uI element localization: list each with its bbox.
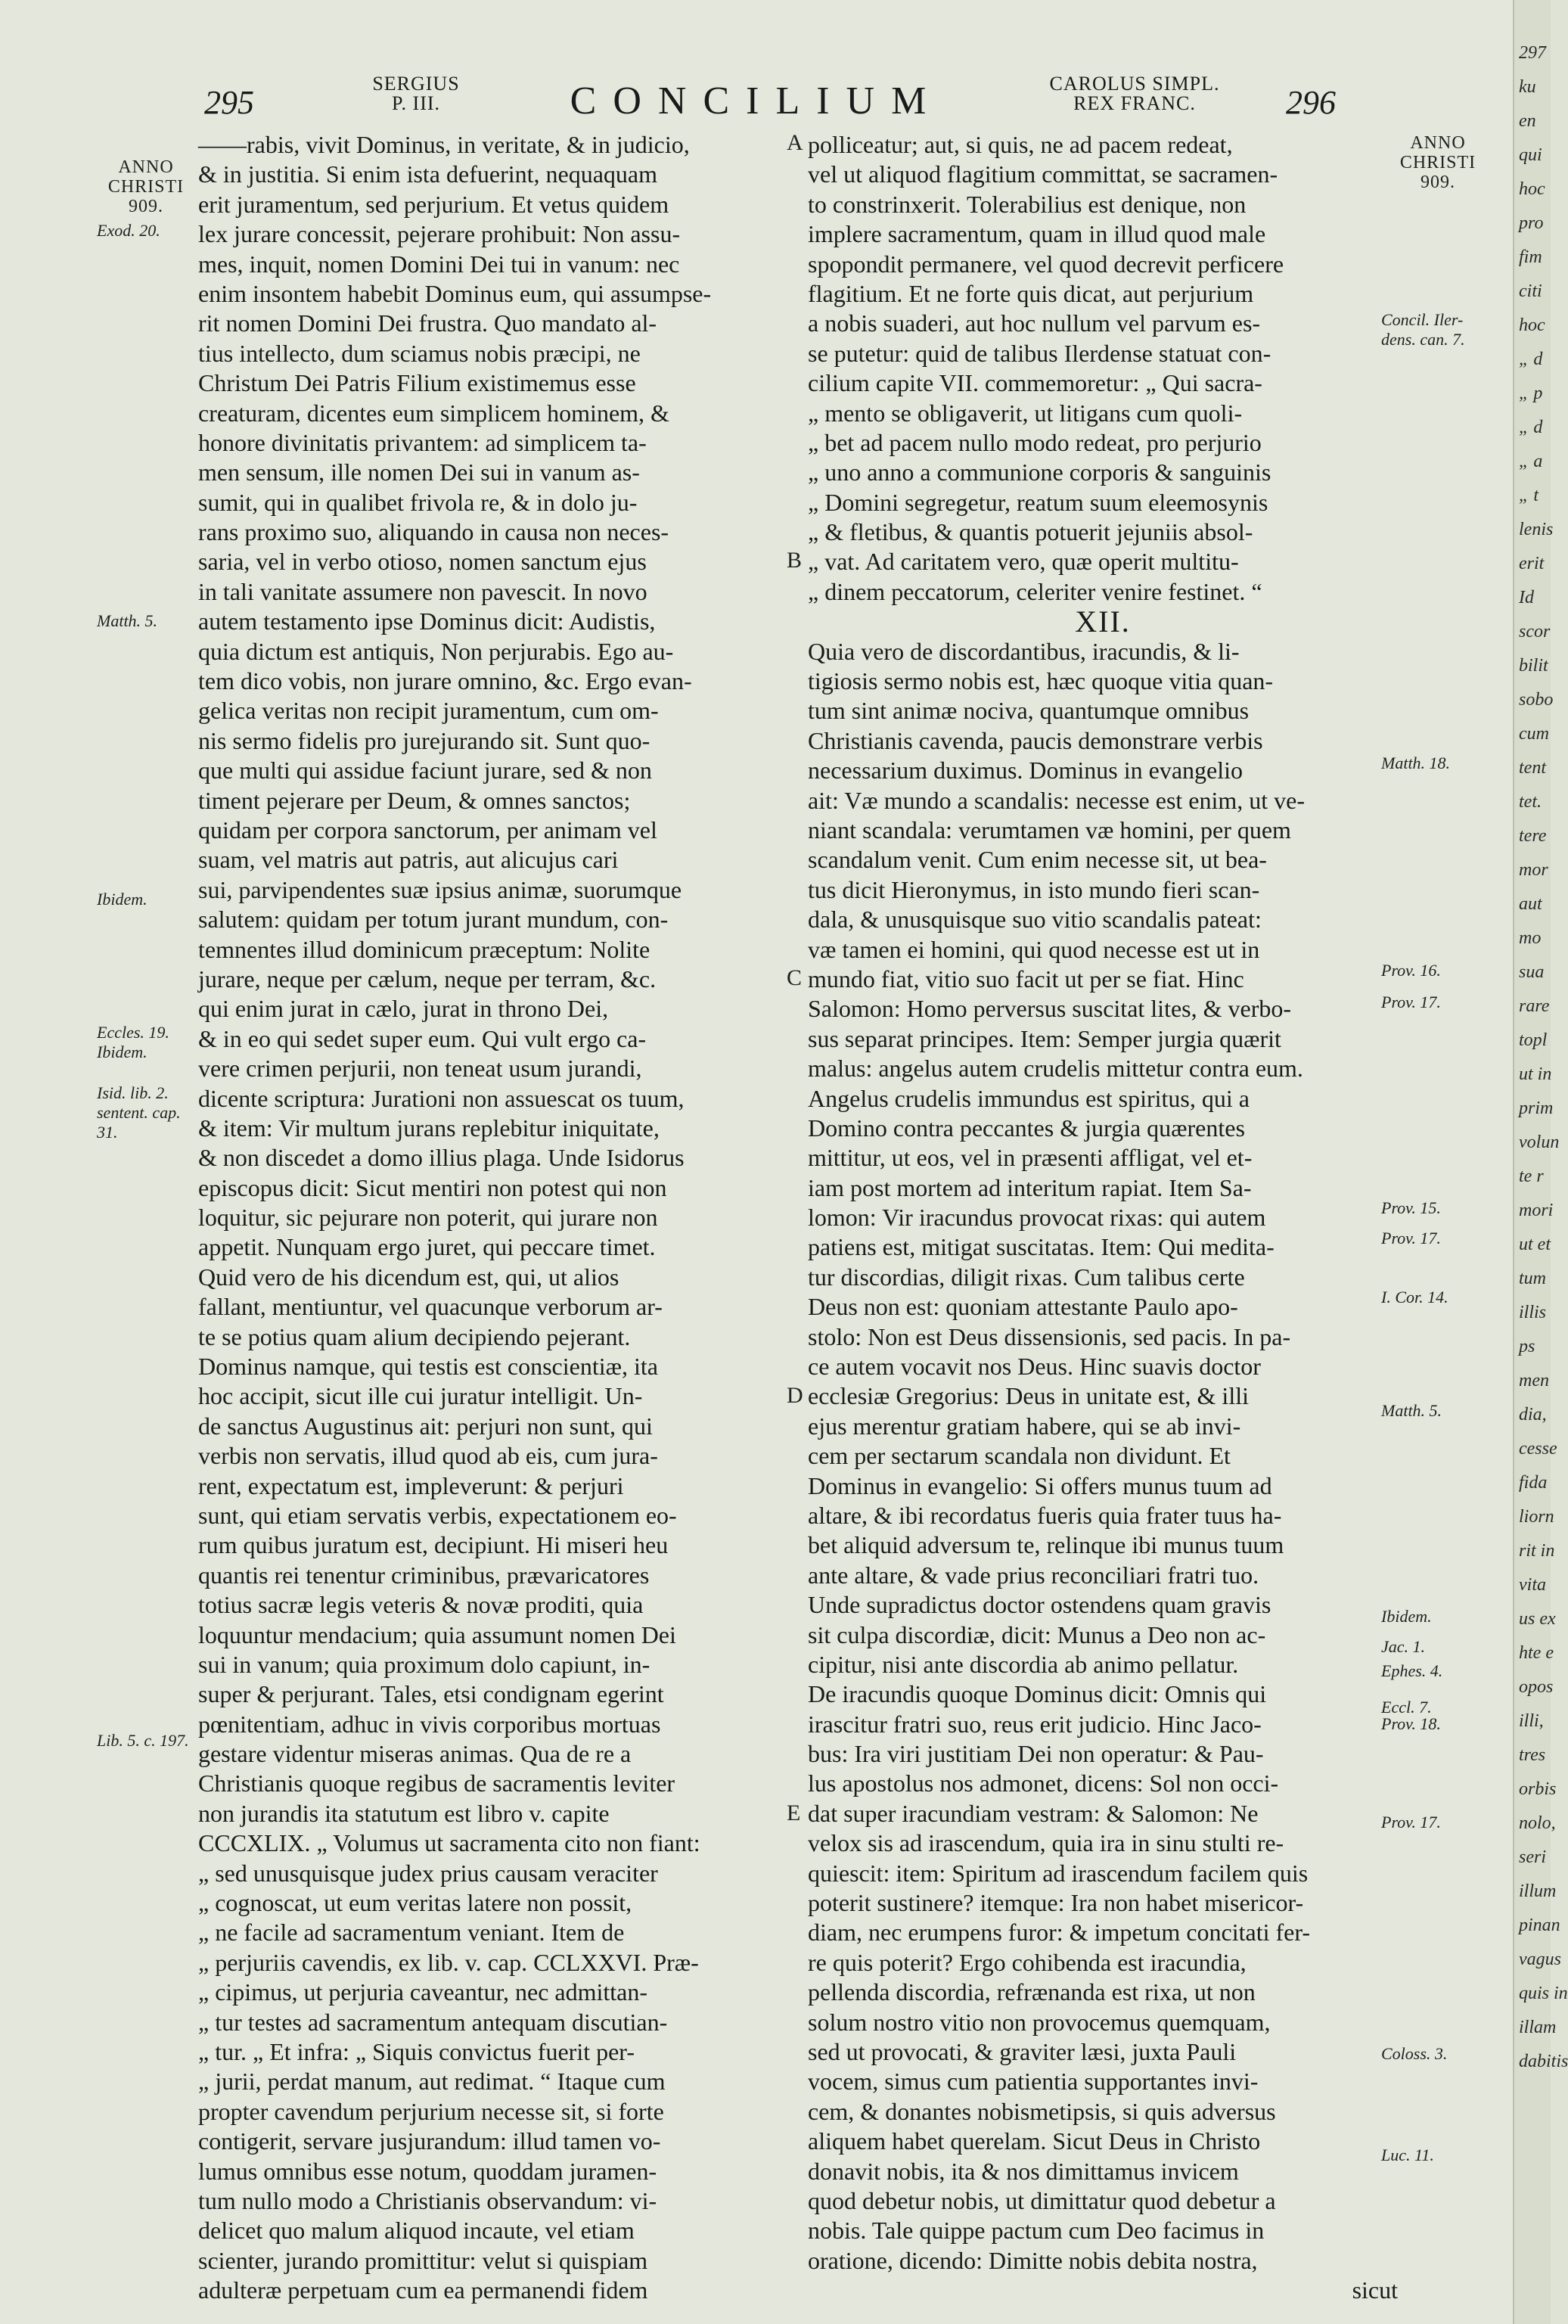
right-column-line: se putetur: quid de talibus Ilerdense statuat con- bbox=[808, 339, 1271, 367]
left-column-line: nis sermo fidelis pro jurejurando sit. Sunt quo- bbox=[198, 726, 650, 754]
edge-fragment: pinan bbox=[1519, 1915, 1560, 1935]
edge-fragment: sobo bbox=[1519, 690, 1554, 710]
right-column-line: to constrinxerit. Tolerabilius est denique, non bbox=[808, 190, 1247, 218]
margin-note bbox=[1381, 961, 1495, 980]
margin-note-line: Prov. 15. bbox=[1381, 1198, 1441, 1217]
edge-fragment: illis bbox=[1519, 1303, 1547, 1322]
margin-note-line: Prov. 16. bbox=[1381, 961, 1441, 980]
edge-fragment: hoc bbox=[1519, 179, 1545, 199]
edge-fragment: „ p bbox=[1519, 384, 1543, 403]
margin-note bbox=[97, 1731, 195, 1751]
right-column-line: altare, & ibi recordatus fueris quia frater tuus ha- bbox=[808, 1501, 1282, 1529]
left-column-line: enim insontem habebit Dominus eum, qui assumpse- bbox=[198, 279, 712, 307]
margin-note bbox=[97, 1023, 195, 1042]
left-column-line: propter cavendum perjurium necesse sit, si forte bbox=[198, 2097, 664, 2125]
left-column-line: & in eo qui sedet super eum. Qui vult ergo ca- bbox=[198, 1024, 647, 1052]
edge-fragment: ut in bbox=[1519, 1064, 1552, 1084]
left-column-line: salutem: quidam per totum jurant mundum, con- bbox=[198, 906, 669, 934]
section-letter: E bbox=[787, 1800, 801, 1825]
left-column-line: CCCXLIX. „ Volumus ut sacramenta cito non fiant: bbox=[198, 1829, 700, 1857]
margin-note-line: sentent. cap. bbox=[97, 1103, 181, 1122]
margin-note-line: Ibidem. bbox=[97, 1042, 147, 1061]
right-column-line: lomon: Vir iracundus provocat rixas: qui autem bbox=[808, 1204, 1266, 1232]
right-text-column bbox=[808, 130, 1398, 2306]
right-column-line: tur discordias, diligit rixas. Cum talibus certe bbox=[808, 1263, 1245, 1291]
left-column-line: mes, inquit, nomen Domini Dei tui in vanum: nec bbox=[198, 250, 680, 278]
edge-fragment: „ d bbox=[1519, 418, 1543, 437]
facing-page-edge bbox=[1513, 0, 1568, 2324]
edge-fragment: rit in bbox=[1519, 1541, 1555, 1561]
right-column-line: polliceatur; aut, si quis, ne ad pacem redeat, bbox=[808, 131, 1233, 158]
edge-fragment: illi, bbox=[1519, 1711, 1544, 1731]
right-column-line: nobis. Tale quippe pactum cum Deo facimus in bbox=[808, 2217, 1265, 2245]
left-column-line: ——rabis, vivit Dominus, in veritate, & in judicio, bbox=[198, 131, 690, 158]
right-column-line: tigiosis sermo nobis est, hæc quoque vitia quan- bbox=[808, 667, 1274, 695]
margin-note bbox=[1381, 330, 1495, 350]
left-column-line: adulteræ perpetuam cum ea permanendi fidem bbox=[198, 2276, 648, 2304]
margin-note bbox=[97, 1083, 195, 1103]
left-column-line: qui enim jurat in cælo, jurat in throno Dei, bbox=[198, 995, 609, 1023]
left-column-line: dicente scriptura: Jurationi non assuescat os tuum, bbox=[198, 1084, 685, 1112]
left-column-line: temnentes illud dominicum præceptum: Nolite bbox=[198, 935, 650, 963]
left-column-line: totius sacræ legis veteris & novæ proditi, quia bbox=[198, 1591, 644, 1619]
edge-fragment: fida bbox=[1519, 1473, 1548, 1493]
margin-note-line: Matth. 5. bbox=[97, 611, 158, 630]
right-column-line: „ uno anno a communione corporis & sanguinis bbox=[808, 458, 1271, 486]
right-column-line: Domino contra peccantes & jurgia quærentes bbox=[808, 1114, 1245, 1142]
right-column-line: „ dinem peccatorum, celeriter venire festinet. “ bbox=[808, 577, 1262, 605]
left-column-line: hoc accipit, sicut ille cui juratur intelligit. Un- bbox=[198, 1382, 643, 1410]
margin-note-line: Prov. 17. bbox=[1381, 1229, 1441, 1247]
right-column-line: sed ut provocati, & graviter læsi, juxta Pauli bbox=[808, 2038, 1237, 2065]
left-column-line: non jurandis ita statutum est libro v. capite bbox=[198, 1799, 610, 1827]
left-column-line: Christum Dei Patris Filium existimemus esse bbox=[198, 369, 636, 397]
edge-fragment: volun bbox=[1519, 1132, 1560, 1152]
left-column-line: lumus omnibus esse notum, quoddam juramen- bbox=[198, 2157, 657, 2185]
edge-fragment: illam bbox=[1519, 2018, 1557, 2037]
edge-fragment: mo bbox=[1519, 928, 1542, 948]
right-column-line: irascitur fratri suo, reus erit judicio. Hinc Jaco- bbox=[808, 1710, 1262, 1738]
left-column-line: tius intellecto, dum sciamus nobis præcipi, ne bbox=[198, 339, 641, 367]
right-column-line: oratione, dicendo: Dimitte nobis debita nostra, bbox=[808, 2246, 1258, 2274]
margin-note bbox=[97, 221, 195, 241]
left-column-line: Quid vero de his dicendum est, qui, ut alios bbox=[198, 1263, 619, 1291]
running-head-left-line-1: SERGIUS bbox=[372, 73, 460, 95]
left-column-line: episcopus dicit: Sicut mentiri non potest qui non bbox=[198, 1173, 667, 1201]
left-column-line: erit juramentum, sed perjurium. Et vetus quidem bbox=[198, 190, 669, 218]
right-column-line: aliquem habet querelam. Sicut Deus in Christo bbox=[808, 2127, 1261, 2155]
left-column-line: & item: Vir multum jurans replebitur iniquitate, bbox=[198, 1114, 660, 1142]
right-column-line: stolo: Non est Deus dissensionis, sed pacis. In pa- bbox=[808, 1322, 1291, 1350]
edge-fragment: tet. bbox=[1519, 792, 1542, 812]
margin-note-line: dens. can. 7. bbox=[1381, 330, 1465, 349]
edge-fragment: illum bbox=[1519, 1881, 1557, 1901]
margin-note bbox=[1381, 1607, 1495, 1626]
left-column-line: vere crimen perjurii, non teneat usum jurandi, bbox=[198, 1055, 642, 1083]
edge-fragment: opos bbox=[1519, 1677, 1554, 1697]
margin-note bbox=[97, 1103, 195, 1123]
right-column-line: mittitur, ut eos, vel in præsenti affligat, vel et- bbox=[808, 1144, 1253, 1172]
left-column-line: „ jurii, perdat manum, aut redimat. “ Itaque cum bbox=[198, 2068, 666, 2096]
left-column-line: honore divinitatis privantem: ad simplicem ta- bbox=[198, 428, 647, 456]
left-column-line: te se potius quam alium decipiendo pejerant. bbox=[198, 1322, 631, 1350]
right-column-line: sit culpa discordiæ, dicit: Munus a Deo non ac- bbox=[808, 1620, 1266, 1648]
edge-fragment: cum bbox=[1519, 724, 1549, 744]
margin-note bbox=[1381, 1401, 1495, 1421]
margin-note-line: 909. bbox=[1421, 172, 1455, 192]
section-letter: A bbox=[787, 130, 803, 155]
left-column-line: rent, expectatum est, impleverunt: & perjuri bbox=[198, 1471, 624, 1499]
left-column-line: de sanctus Augustinus ait: perjuri non sunt, qui bbox=[198, 1412, 653, 1440]
left-column-line: delicet quo malum aliquod incaute, vel etiam bbox=[198, 2217, 635, 2245]
margin-note-line: ANNO bbox=[1410, 133, 1466, 153]
right-column-line: XII. bbox=[1075, 604, 1131, 639]
right-column-line: tus dicit Hieronymus, in isto mundo fieri scan- bbox=[808, 875, 1260, 903]
edge-fragment: topl bbox=[1519, 1030, 1548, 1050]
right-column-line: diam, nec erumpens furor: & impetum concitati fer- bbox=[808, 1919, 1311, 1947]
edge-fragment: 297 bbox=[1519, 43, 1546, 63]
edge-fragment: prim bbox=[1519, 1098, 1554, 1118]
right-column-line: niant scandala: verumtamen væ homini, per quem bbox=[808, 816, 1291, 844]
right-column-line: cipitur, nisi ante discordia ab animo pellatur. bbox=[808, 1650, 1239, 1678]
left-column-line: in tali vanitate assumere non pavescit. In novo bbox=[198, 577, 647, 605]
right-column-line: ait: Væ mundo a scandalis: necesse est enim, ut ve- bbox=[808, 786, 1306, 814]
left-column-line: quia dictum est antiquis, Non perjurabis. Ego au- bbox=[198, 637, 674, 665]
left-column-line: „ cipimus, ut perjuria caveantur, nec admittan- bbox=[198, 1978, 648, 2006]
right-column-line: bet aliquid adversum te, relinque ibi munus tuum bbox=[808, 1531, 1284, 1559]
edge-fragment: ut et bbox=[1519, 1235, 1551, 1254]
left-column-line: „ perjuriis cavendis, ex lib. v. cap. CCLXXVI. Præ- bbox=[198, 1948, 699, 1976]
left-column-line: gelica veritas non recipit juramentum, cum om- bbox=[198, 697, 659, 725]
left-column-line: „ tur testes ad sacramentum antequam discutian- bbox=[198, 2008, 668, 2036]
right-column-line: Deus non est: quoniam attestante Paulo apo- bbox=[808, 1293, 1238, 1321]
left-column-line: quidam per corpora sanctorum, per animam vel bbox=[198, 816, 657, 844]
left-column-line: rum quibus juratum est, decipiunt. Hi miseri heu bbox=[198, 1531, 669, 1559]
section-letter: B bbox=[787, 548, 803, 573]
edge-fragment: men bbox=[1519, 1371, 1549, 1390]
left-column-line: saria, vel in verbo otioso, nomen sanctum ejus bbox=[198, 548, 647, 576]
running-head-right-line-1: CAROLUS SIMPL. bbox=[1049, 73, 1220, 95]
margin-note bbox=[97, 611, 195, 631]
edge-fragment: nolo, bbox=[1519, 1813, 1556, 1833]
edge-fragment: us ex bbox=[1519, 1609, 1556, 1629]
left-column-line: rans proximo suo, aliquando in causa non neces- bbox=[198, 518, 669, 546]
margin-note-line: Exod. 20. bbox=[97, 221, 160, 240]
edge-fragment: ku bbox=[1519, 77, 1536, 97]
right-column-line: „ & fletibus, & quantis potuerit jejuniis absol- bbox=[808, 518, 1253, 546]
left-column-line: creaturam, dicentes eum simplicem hominem, & bbox=[198, 399, 669, 427]
right-column-line: velox sis ad irascendum, quia ira in sinu stulti re- bbox=[808, 1829, 1284, 1857]
margin-note-line: CHRISTI bbox=[1399, 153, 1476, 172]
edge-fragment: fim bbox=[1519, 247, 1542, 267]
left-column-line: quantis rei tenentur criminibus, prævaricatores bbox=[198, 1561, 650, 1589]
right-column-line: Dominus in evangelio: Si offers munus tuum ad bbox=[808, 1471, 1272, 1499]
edge-fragment: rare bbox=[1519, 996, 1550, 1016]
right-column-line: iam post mortem ad interitum rapiat. Item Sa- bbox=[808, 1173, 1252, 1201]
page-number-right: 296 bbox=[1286, 84, 1336, 121]
edge-fragment: sua bbox=[1519, 962, 1545, 982]
left-column-line: fallant, mentiuntur, vel quacunque verborum ar- bbox=[198, 1293, 663, 1321]
running-head-left bbox=[356, 74, 477, 113]
edge-fragment: dia, bbox=[1519, 1405, 1547, 1425]
right-column-line: re quis poterit? Ergo cohibenda est iracundia, bbox=[808, 1948, 1247, 1976]
edge-fragment: hte e bbox=[1519, 1643, 1554, 1663]
margin-note-line: Isid. lib. 2. bbox=[97, 1083, 169, 1102]
edge-fragment: pro bbox=[1519, 213, 1544, 233]
right-column-line: ecclesiæ Gregorius: Deus in unitate est, & illi bbox=[808, 1382, 1249, 1410]
margin-note bbox=[1381, 1661, 1495, 1681]
right-column-line: cem, & donantes nobismetipsis, si quis adversus bbox=[808, 2097, 1276, 2125]
edge-fragment: mor bbox=[1519, 860, 1548, 880]
left-column-line: super & perjurant. Tales, etsi condignam egerint bbox=[198, 1680, 664, 1708]
right-column-line: solum nostro vitio non provocemus quemquam, bbox=[808, 2008, 1271, 2036]
margin-note-line: Luc. 11. bbox=[1381, 2145, 1434, 2164]
margin-note bbox=[1381, 753, 1495, 773]
edge-fragment: hoc bbox=[1519, 315, 1545, 335]
left-column-line: „ tur. „ Et infra: „ Siquis convictus fuerit per- bbox=[198, 2038, 635, 2065]
right-column-line: quod debetur nobis, ut dimittatur quod debetur a bbox=[808, 2186, 1276, 2214]
right-column-line: a nobis suaderi, aut hoc nullum vel parvum es- bbox=[808, 309, 1261, 337]
right-column-line: cilium capite VII. commemoretur: „ Qui sacra- bbox=[808, 369, 1262, 397]
edge-fragment: bilit bbox=[1519, 656, 1548, 676]
right-column-line: ante altare, & vade prius reconciliari fratri tuo. bbox=[808, 1561, 1259, 1589]
right-column-line: Angelus crudelis immundus est spiritus, qui a bbox=[808, 1084, 1250, 1112]
edge-fragment: tum bbox=[1519, 1269, 1546, 1288]
right-column-line: Quia vero de discordantibus, iracundis, & li- bbox=[808, 637, 1240, 665]
left-column-line: Dominus namque, qui testis est conscientiæ, ita bbox=[198, 1353, 658, 1381]
left-column-line: „ ne facile ad sacramentum veniant. Item de bbox=[198, 1919, 625, 1947]
right-column-line: cem per sectarum scandala non dividunt. Et bbox=[808, 1442, 1231, 1470]
left-column-line: sui in vanum; quia proximum dolo capiunt, in- bbox=[198, 1650, 650, 1678]
right-column-line: patiens est, mitigat suscitatas. Item: Qui medita- bbox=[808, 1233, 1275, 1261]
left-column-line: men sensum, ille nomen Dei sui in vanum as- bbox=[198, 458, 640, 486]
right-column-line: donavit nobis, ita & nos dimittamus invicem bbox=[808, 2157, 1239, 2185]
margin-note-line: Coloss. 3. bbox=[1381, 2044, 1448, 2063]
edge-fragment: ps bbox=[1519, 1337, 1535, 1356]
left-column-line: Christianis quoque regibus de sacramentis leviter bbox=[198, 1769, 675, 1797]
left-column-line: loquuntur mendacium; quia assumunt nomen Dei bbox=[198, 1620, 676, 1648]
edge-fragment: mori bbox=[1519, 1201, 1554, 1220]
edge-fragment: liorn bbox=[1519, 1507, 1554, 1527]
edge-fragment: seri bbox=[1519, 1847, 1546, 1867]
right-column-line: sicut bbox=[1352, 2276, 1398, 2304]
left-column-line: tem dico vobis, non jurare omnino, &c. Ergo evan- bbox=[198, 667, 692, 695]
right-column-line: quiescit: item: Spiritum ad irascendum facilem quis bbox=[808, 1859, 1309, 1887]
right-column-line: „ Domini segregetur, reatum suum eleemosynis bbox=[808, 488, 1268, 516]
right-column-line: necessarium duximus. Dominus in evangelio bbox=[808, 757, 1244, 785]
edge-fragment: citi bbox=[1519, 281, 1542, 301]
left-column-line: loquitur, sic pejurare non poterit, qui jurare non bbox=[198, 1204, 658, 1232]
edge-fragment: „ a bbox=[1519, 452, 1543, 471]
margin-note bbox=[1381, 1229, 1495, 1248]
right-column-line: dat super iracundiam vestram: & Salomon: Ne bbox=[808, 1799, 1259, 1827]
right-column-line: De iracundis quoque Dominus dicit: Omnis qui bbox=[808, 1680, 1267, 1708]
margin-note-line: Eccl. 7. bbox=[1381, 1698, 1432, 1717]
edge-fragment: scor bbox=[1519, 622, 1551, 642]
right-column-line: „ mento se obligaverit, ut litigans cum quoli- bbox=[808, 399, 1243, 427]
margin-note-line: 909. bbox=[129, 197, 163, 216]
margin-note-line: Eccles. 19. bbox=[97, 1023, 169, 1042]
right-column-line: tum sint animæ nociva, quantumque omnibus bbox=[808, 697, 1250, 725]
edge-fragment: lenis bbox=[1519, 520, 1554, 539]
right-column-line: poterit sustinere? itemque: Ira non habet misericor- bbox=[808, 1889, 1304, 1917]
margin-note-line: Prov. 18. bbox=[1381, 1714, 1441, 1733]
edge-fragment: qui bbox=[1519, 145, 1542, 165]
margin-note-line: Ephes. 4. bbox=[1381, 1661, 1443, 1680]
margin-note-line: Lib. 5. c. 197. bbox=[97, 1731, 189, 1750]
left-column-line: gestare videntur miseras animas. Qua de re a bbox=[198, 1740, 632, 1768]
left-column-line: „ cognoscat, ut eum veritas latere non possit, bbox=[198, 1889, 632, 1917]
right-column-line: „ vat. Ad caritatem vero, quæ operit multitu- bbox=[808, 548, 1239, 576]
margin-note bbox=[1381, 1714, 1495, 1734]
left-text-column bbox=[198, 130, 784, 2306]
right-column-line: Unde supradictus doctor ostendens quam gravis bbox=[808, 1591, 1271, 1619]
section-letter: C bbox=[787, 965, 803, 990]
margin-note-line: Jac. 1. bbox=[1381, 1637, 1426, 1656]
margin-note-line: Prov. 17. bbox=[1381, 1813, 1441, 1832]
margin-note-line: Ibidem. bbox=[97, 890, 147, 909]
right-column-line: sus separat principes. Item: Semper jurgia quærit bbox=[808, 1024, 1281, 1052]
left-column-line: appetit. Nunquam ergo juret, qui peccare timet. bbox=[198, 1233, 656, 1261]
left-column-line: sui, parvipendentes suæ ipsius animæ, suorumque bbox=[198, 875, 682, 903]
section-letter: D bbox=[787, 1383, 803, 1408]
edge-fragment: cesse bbox=[1519, 1439, 1557, 1459]
margin-note bbox=[1381, 1637, 1495, 1657]
left-column-line: contigerit, servare jusjurandum: illud tamen vo- bbox=[198, 2127, 661, 2155]
left-column-line: verbis non servatis, illud quod ab eis, cum jura- bbox=[198, 1442, 658, 1470]
right-column-line: Christianis cavenda, paucis demonstrare verbis bbox=[808, 726, 1263, 754]
edge-fragment: quis in bbox=[1519, 1984, 1568, 2003]
margin-note-line: Prov. 17. bbox=[1381, 993, 1441, 1011]
edge-fragment: „ d bbox=[1519, 350, 1543, 369]
right-column-line: flagitium. Et ne forte quis dicat, aut perjurium bbox=[808, 279, 1254, 307]
edge-fragment: Id bbox=[1519, 588, 1534, 607]
running-head-right bbox=[1036, 74, 1233, 113]
left-column-line: tum nullo modo a Christianis observandum: vi- bbox=[198, 2186, 657, 2214]
margin-note bbox=[97, 157, 195, 216]
margin-note-line: Matth. 18. bbox=[1381, 753, 1451, 772]
left-column-line: sunt, qui etiam servatis verbis, expectationem eo- bbox=[198, 1501, 677, 1529]
edge-fragment: tres bbox=[1519, 1745, 1546, 1765]
left-column-line: sumit, qui in qualibet frivola re, & in dolo ju- bbox=[198, 488, 638, 516]
margin-note-line: 31. bbox=[97, 1123, 118, 1142]
right-column-line: pellenda discordia, refrænanda est rixa, ut non bbox=[808, 1978, 1256, 2006]
right-column-line: Salomon: Homo perversus suscitat lites, & verbo- bbox=[808, 995, 1292, 1023]
edge-fragment: en bbox=[1519, 111, 1536, 131]
right-column-line: vocem, simus cum patientia supportantes invi- bbox=[808, 2068, 1259, 2096]
right-column-line: vel ut aliquod flagitium committat, se sacramen- bbox=[808, 160, 1278, 188]
margin-note bbox=[1381, 1813, 1495, 1832]
margin-note bbox=[97, 1042, 195, 1062]
margin-note bbox=[1381, 993, 1495, 1012]
left-column-line: scienter, jurando promittitur: velut si quispiam bbox=[198, 2246, 648, 2274]
right-column-line: scandalum venit. Cum enim necesse sit, ut bea- bbox=[808, 846, 1267, 874]
edge-fragment: erit bbox=[1519, 554, 1545, 573]
edge-fragment: vita bbox=[1519, 1575, 1546, 1595]
edge-fragment: dabitis bbox=[1519, 2052, 1568, 2071]
edge-fragment: tere bbox=[1519, 826, 1547, 846]
margin-note-line: I. Cor. 14. bbox=[1381, 1288, 1448, 1306]
left-column-line: lex jurare concessit, pejerare prohibuit: Non assu- bbox=[198, 220, 681, 248]
margin-note bbox=[97, 1123, 195, 1142]
margin-note bbox=[1381, 1288, 1495, 1307]
margin-note bbox=[1381, 2044, 1495, 2064]
margin-note bbox=[1381, 310, 1495, 330]
edge-fragment: te r bbox=[1519, 1167, 1544, 1186]
margin-note bbox=[1381, 133, 1495, 192]
margin-note bbox=[97, 890, 195, 909]
right-column-line: spopondit permanere, vel quod decrevit perficere bbox=[808, 250, 1284, 278]
margin-note bbox=[1381, 2145, 1495, 2165]
margin-note-line: ANNO bbox=[118, 157, 174, 177]
running-header bbox=[0, 68, 1513, 129]
right-column-line: bus: Ira viri justitiam Dei non operatur: & Pau- bbox=[808, 1740, 1264, 1768]
right-column-line: „ bet ad pacem nullo modo redeat, pro perjurio bbox=[808, 428, 1262, 456]
margin-note-line: CHRISTI bbox=[107, 177, 185, 197]
left-column-line: suam, vel matris aut patris, aut alicujus cari bbox=[198, 846, 619, 874]
margin-note-line: Concil. Iler- bbox=[1381, 310, 1464, 329]
left-column-line: & in justitia. Si enim ista defuerint, nequaquam bbox=[198, 160, 657, 188]
right-column-line: ce autem vocavit nos Deus. Hinc suavis doctor bbox=[808, 1353, 1261, 1381]
margin-note-line: Matth. 5. bbox=[1381, 1401, 1442, 1420]
edge-fragment: tent bbox=[1519, 758, 1546, 778]
page-number-left: 295 bbox=[204, 84, 254, 121]
right-column-line: malus: angelus autem crudelis mittetur contra eum. bbox=[808, 1055, 1303, 1083]
edge-fragment: aut bbox=[1519, 894, 1542, 914]
edge-fragment: orbis bbox=[1519, 1779, 1557, 1799]
margin-note-line: Ibidem. bbox=[1381, 1607, 1432, 1626]
left-column-line: rit nomen Domini Dei frustra. Quo mandato al- bbox=[198, 309, 657, 337]
left-column-line: jurare, neque per cælum, neque per terram, &c. bbox=[198, 965, 657, 993]
right-column-line: væ tamen ei homini, qui quod necesse est ut in bbox=[808, 935, 1260, 963]
left-column-line: pœnitentiam, adhuc in vivis corporibus mortuas bbox=[198, 1710, 661, 1738]
margin-note bbox=[1381, 1198, 1495, 1218]
right-column-line: dala, & unusquisque suo vitio scandalis pateat: bbox=[808, 906, 1262, 934]
left-column-line: timent pejerare per Deum, & omnes sanctos; bbox=[198, 786, 631, 814]
running-head-right-line-2: REX FRANC. bbox=[1073, 92, 1196, 114]
left-column-line: que multi qui assidue faciunt jurare, sed & non bbox=[198, 757, 652, 785]
page-title: CONCILIUM bbox=[570, 79, 943, 123]
edge-fragment: vagus bbox=[1519, 1950, 1561, 1969]
left-column-line: „ sed unusquisque judex prius causam veraciter bbox=[198, 1859, 658, 1887]
left-column-line: & non discedet a domo illius plaga. Unde Isidorus bbox=[198, 1144, 685, 1172]
right-column-line: ejus merentur gratiam habere, qui se ab invi- bbox=[808, 1412, 1241, 1440]
left-column-line: autem testamento ipse Dominus dicit: Audistis, bbox=[198, 607, 656, 635]
edge-fragment: „ t bbox=[1519, 486, 1539, 505]
right-column-line: lus apostolus nos admonet, dicens: Sol non occi- bbox=[808, 1769, 1279, 1797]
right-column-line: implere sacramentum, quam in illud quod male bbox=[808, 220, 1266, 248]
right-column-line: mundo fiat, vitio suo facit ut per se fiat. Hinc bbox=[808, 965, 1244, 993]
running-head-left-line-2: P. III. bbox=[391, 92, 441, 114]
